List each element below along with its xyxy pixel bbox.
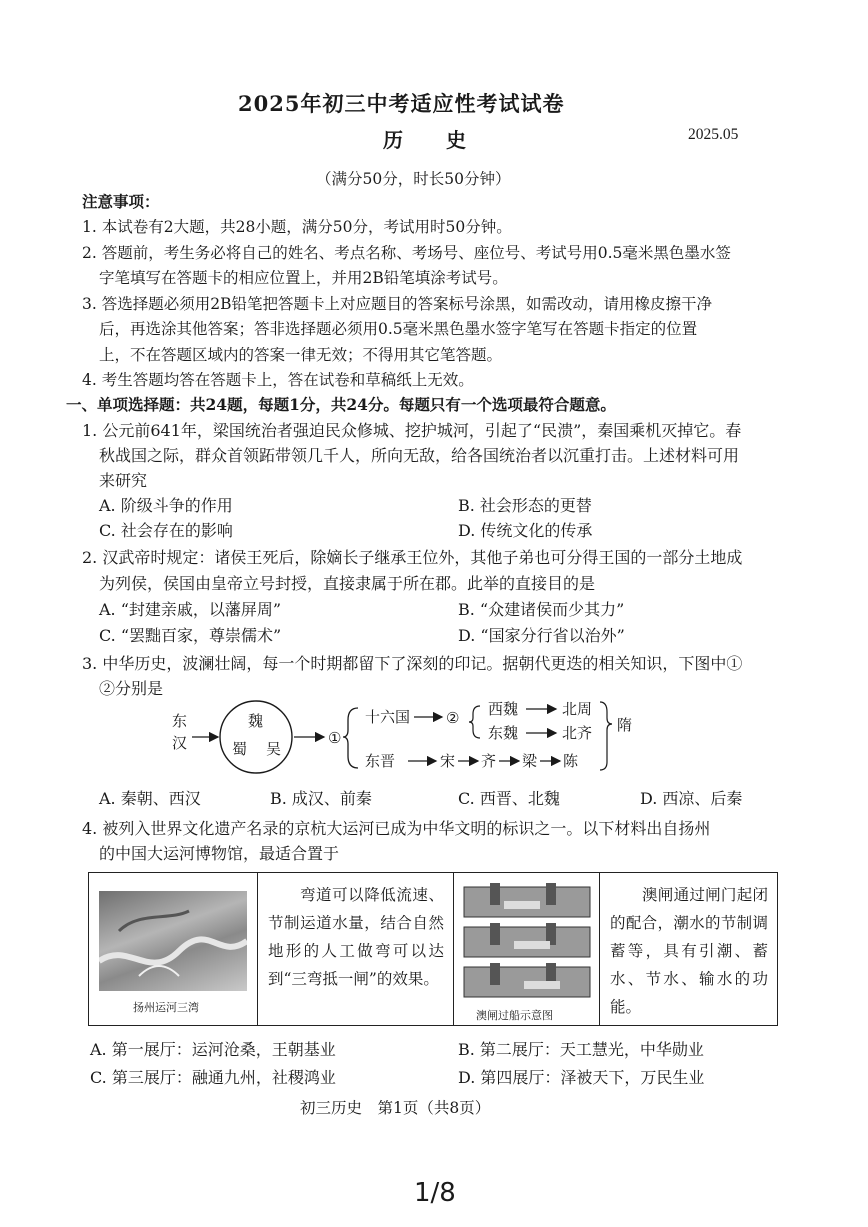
material-text-1: 弯道可以降低流速、节制运道水量，结合自然地形的人工做弯可以达到“三弯抵一闸”的效果。 — [268, 886, 444, 988]
option-a[interactable]: A. “封建亲戚，以藩屏周” — [99, 600, 282, 619]
score-info: （满分50分，时长50分钟） — [316, 170, 511, 188]
question-text: 为列侯，侯国由皇帝立号封授，直接隶属于所在郡。此举的直接目的是 — [99, 574, 596, 593]
page-footer: 初三历史 第1页（共8页） — [300, 1099, 491, 1117]
option-d[interactable]: D. 第四展厅：泽被天下，万民生业 — [458, 1068, 705, 1087]
notice-line: 2. 答题前，考生务必将自己的姓名、考点名称、考场号、座位号、考试号用0.5毫米黑色墨水签 — [82, 244, 731, 262]
question-text: ②分别是 — [99, 679, 164, 698]
option-b[interactable]: B. “众建诸侯而少其力” — [458, 600, 625, 619]
notice-line: 上，不在答题区域内的答案一律无效；不得用其它笔答题。 — [99, 346, 503, 364]
photo-caption-2: 澳闸过船示意图 — [476, 1009, 553, 1022]
sui-label: 隋 — [617, 716, 633, 734]
qi-label: 齐 — [481, 752, 497, 770]
song-label: 宋 — [440, 752, 456, 770]
option-d[interactable]: D. 西凉、后秦 — [640, 789, 743, 808]
canal-bend-photo — [99, 891, 247, 991]
dongjin-label: 东晋 — [365, 752, 396, 770]
exam-date: 2025.05 — [688, 126, 739, 143]
blank-2: ② — [446, 709, 460, 727]
lock-diagram-illustration — [460, 881, 594, 1003]
blank-1: ① — [328, 729, 342, 747]
notice-heading: 注意事项： — [82, 192, 160, 211]
wei-label: 魏 — [248, 712, 264, 730]
page-indicator: 1/8 — [414, 1178, 456, 1208]
question-text: 2. 汉武帝时规定：诸侯王死后，除嫡长子继承王位外，其他子弟也可分得王国的一部分土地成 — [82, 548, 743, 567]
dongwei-label: 东魏 — [488, 724, 519, 742]
question-text: 秋战国之际，群众首领跖带领几千人，所向无敌，给各国统治者以沉重打击。上述材料可用 — [99, 446, 740, 465]
option-b[interactable]: B. 第二展厅：天工慧光，中华勋业 — [458, 1040, 704, 1059]
option-c[interactable]: C. 第三展厅：融通九州，社稷鸿业 — [90, 1068, 336, 1087]
exam-title: 2025年初三中考适应性考试试卷 — [238, 91, 565, 116]
notice-line: 1. 本试卷有2大题，共28小题，满分50分，考试用时50分钟。 — [82, 218, 512, 236]
shiliuguo-label: 十六国 — [365, 708, 411, 726]
sub-brace — [469, 706, 480, 738]
chen-label: 陈 — [563, 752, 579, 770]
option-a[interactable]: A. 阶级斗争的作用 — [99, 496, 233, 515]
notice-line: 3. 答选择题必须用2B铅笔把答题卡上对应题目的答案标号涂黑，如需改动，请用橡皮擦干净 — [82, 295, 712, 313]
photo-cell-1 — [89, 873, 257, 1025]
option-c[interactable]: C. “罢黜百家，尊崇儒术” — [99, 626, 282, 645]
photo-caption-1: 扬州运河三湾 — [133, 1001, 199, 1014]
material-text-2: 澳闸通过闸门起闭的配合，潮水的节制调蓄等，具有引潮、蓄水、节水、输水的功能。 — [610, 886, 768, 1016]
notice-line: 字笔填写在答题卡的相应位置上，并用2B铅笔填涂考试号。 — [99, 269, 508, 287]
section-heading: 一、单项选择题：共24题，每题1分，共24分。每题只有一个选项最符合题意。 — [66, 395, 616, 414]
option-b[interactable]: B. 社会形态的更替 — [458, 496, 592, 515]
question-text: 的中国大运河博物馆，最适合置于 — [99, 844, 340, 863]
photo-cell-2 — [453, 873, 600, 1025]
xiwei-label: 西魏 — [488, 700, 519, 718]
main-brace — [343, 708, 358, 768]
option-d[interactable]: D. 传统文化的传承 — [458, 521, 593, 540]
text-cell-2 — [599, 873, 778, 1025]
option-c[interactable]: C. 社会存在的影响 — [99, 521, 233, 540]
question-text: 来研究 — [99, 471, 148, 490]
subject-title: 历 史 — [383, 128, 484, 152]
option-a[interactable]: A. 秦朝、西汉 — [99, 789, 201, 808]
option-b[interactable]: B. 成汉、前秦 — [270, 789, 372, 808]
material-table — [88, 872, 778, 1026]
donghan-label: 东 — [172, 712, 188, 730]
wu-label: 吴 — [266, 740, 282, 758]
option-d[interactable]: D. “国家分行省以治外” — [458, 626, 625, 645]
river-bend-illustration — [99, 891, 247, 991]
liang-label: 梁 — [522, 752, 538, 770]
donghan-label: 汉 — [172, 734, 188, 752]
question-text: 4. 被列入世界文化遗产名录的京杭大运河已成为中华文明的标识之一。以下材料出自扬州 — [82, 819, 711, 838]
lock-diagram — [460, 881, 594, 1003]
text-cell-1 — [257, 873, 454, 1025]
beiqi-label: 北齐 — [562, 724, 593, 742]
beizhou-label: 北周 — [562, 700, 593, 718]
shu-label: 蜀 — [232, 740, 248, 758]
question-text: 3. 中华历史，波澜壮阔，每一个时期都留下了深刻的印记。据朝代更迭的相关知识，下图中① — [82, 654, 743, 673]
question-text: 1. 公元前641年，梁国统治者强迫民众修城、挖护城河，引起了“民溃”，秦国乘机灭掉它。春 — [82, 421, 742, 440]
sui-brace — [600, 702, 612, 770]
notice-line: 后，再选涂其他答案；答非选择题必须用0.5毫米黑色墨水签字笔写在答题卡指定的位置 — [99, 320, 698, 338]
notice-line: 4. 考生答题均答在答题卡上，答在试卷和草稿纸上无效。 — [82, 371, 474, 389]
dynasty-diagram — [160, 700, 680, 780]
option-a[interactable]: A. 第一展厅：运河沧桑，王朝基业 — [90, 1040, 336, 1059]
option-c[interactable]: C. 西晋、北魏 — [458, 789, 560, 808]
